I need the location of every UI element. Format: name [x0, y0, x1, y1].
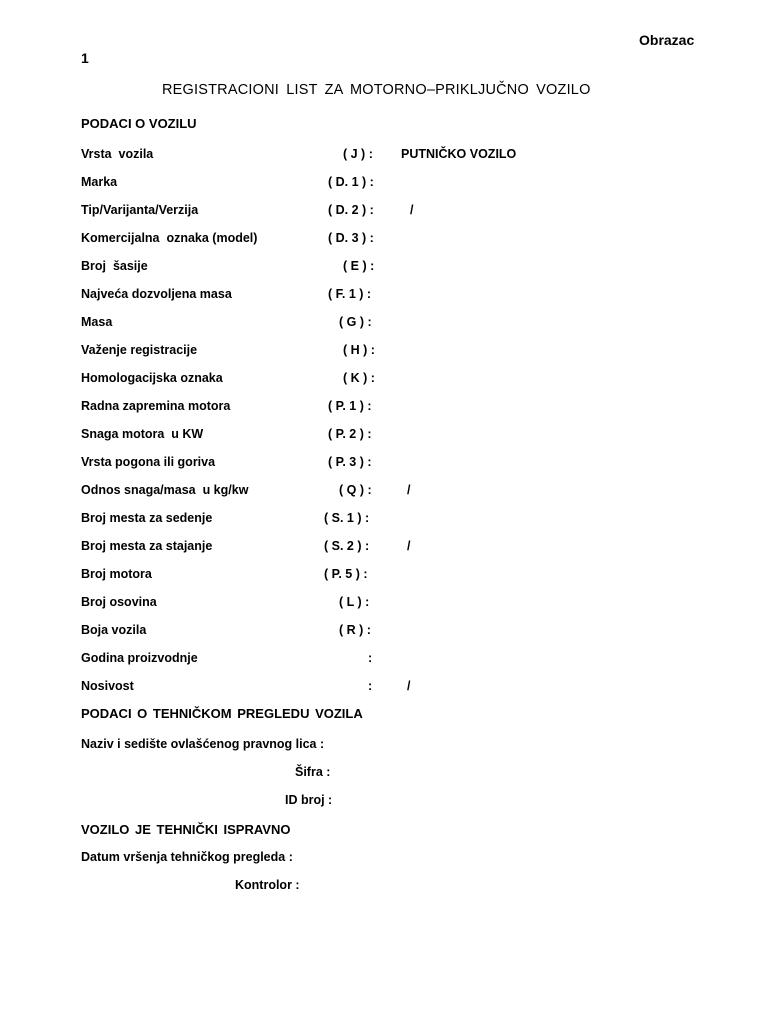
form-number: 1 [81, 50, 89, 66]
field-label: Snaga motora u KW [81, 427, 204, 441]
form-label: Obrazac [639, 32, 695, 48]
controller-label: Kontrolor : [235, 878, 300, 892]
id-number-label: ID broj : [285, 793, 333, 807]
field-value: / [407, 539, 411, 553]
field-row-chassis-number [0, 259, 768, 275]
field-row-production-year [0, 651, 768, 667]
inspection-date-label: Datum vršenja tehničkog pregleda : [81, 850, 293, 864]
field-label: Broj osovina [81, 595, 157, 609]
field-code: ( D. 3 ) : [328, 231, 374, 245]
field-code: ( P. 3 ) : [328, 455, 372, 469]
field-label: Masa [81, 315, 113, 329]
authorized-entity-label: Naziv i sedište ovlašćenog pravnog lica : [81, 737, 325, 751]
field-label: Tip/Varijanta/Verzija [81, 203, 199, 217]
field-code: ( D. 2 ) : [328, 203, 374, 217]
field-code: ( F. 1 ) : [328, 287, 372, 301]
field-code: ( J ) : [343, 147, 373, 161]
field-row-vehicle-type [0, 147, 768, 163]
field-value: / [410, 203, 414, 217]
field-label: Vrsta vozila [81, 147, 154, 161]
field-label: Komercijalna oznaka (model) [81, 231, 258, 245]
field-label: Boja vozila [81, 623, 147, 637]
document-title: REGISTRACIONI LIST ZA MOTORNO–PRIKLJUČNO VOZILO [162, 82, 591, 98]
field-row-commercial-model [0, 231, 768, 247]
field-label: Važenje registracije [81, 343, 198, 357]
field-row-max-mass [0, 287, 768, 303]
field-label: Broj mesta za stajanje [81, 539, 213, 553]
field-label: Broj mesta za sedenje [81, 511, 213, 525]
field-value: / [407, 483, 411, 497]
field-value: PUTNIČKO VOZILO [401, 147, 517, 161]
field-value: / [407, 679, 411, 693]
inspection-data-heading: PODACI O TEHNIČKOM PREGLEDU VOZILA [81, 706, 363, 721]
field-code: ( K ) : [343, 371, 375, 385]
field-label: Najveća dozvoljena masa [81, 287, 232, 301]
code-label: Šifra : [295, 765, 331, 779]
field-code: ( R ) : [339, 623, 371, 637]
field-label: Homologacijska oznaka [81, 371, 223, 385]
field-code: ( P. 5 ) : [324, 567, 368, 581]
field-code: ( P. 2 ) : [328, 427, 372, 441]
field-code: ( H ) : [343, 343, 375, 357]
field-code: ( S. 1 ) : [324, 511, 370, 525]
field-code: : [368, 651, 373, 665]
field-row-make [0, 175, 768, 191]
field-row-fuel-type [0, 455, 768, 471]
field-code: ( Q ) : [339, 483, 372, 497]
field-code: ( L ) : [339, 595, 370, 609]
field-code: : [368, 679, 373, 693]
field-code: ( G ) : [339, 315, 372, 329]
field-label: Radna zapremina motora [81, 399, 231, 413]
field-code: ( D. 1 ) : [328, 175, 374, 189]
field-row-engine-power [0, 427, 768, 443]
field-label: Godina proizvodnje [81, 651, 198, 665]
field-row-engine-number [0, 567, 768, 583]
field-label: Broj motora [81, 567, 152, 581]
field-row-power-mass-ratio [0, 483, 768, 499]
field-row-seats [0, 511, 768, 527]
field-row-mass [0, 315, 768, 331]
field-row-engine-displacement [0, 399, 768, 415]
field-row-standing-places [0, 539, 768, 555]
field-label: Nosivost [81, 679, 134, 693]
field-label: Vrsta pogona ili goriva [81, 455, 216, 469]
field-label: Marka [81, 175, 118, 189]
field-code: ( E ) : [343, 259, 375, 273]
field-row-type-variant [0, 203, 768, 219]
field-label: Odnos snaga/masa u kg/kw [81, 483, 249, 497]
field-row-load-capacity [0, 679, 768, 695]
field-row-axles [0, 595, 768, 611]
field-label: Broj šasije [81, 259, 148, 273]
technical-validity-heading: VOZILO JE TEHNIČKI ISPRAVNO [81, 822, 291, 837]
field-code: ( P. 1 ) : [328, 399, 372, 413]
vehicle-data-heading: PODACI O VOZILU [81, 116, 197, 131]
field-row-color [0, 623, 768, 639]
field-row-registration-validity [0, 343, 768, 359]
field-code: ( S. 2 ) : [324, 539, 370, 553]
field-row-homologation-mark [0, 371, 768, 387]
